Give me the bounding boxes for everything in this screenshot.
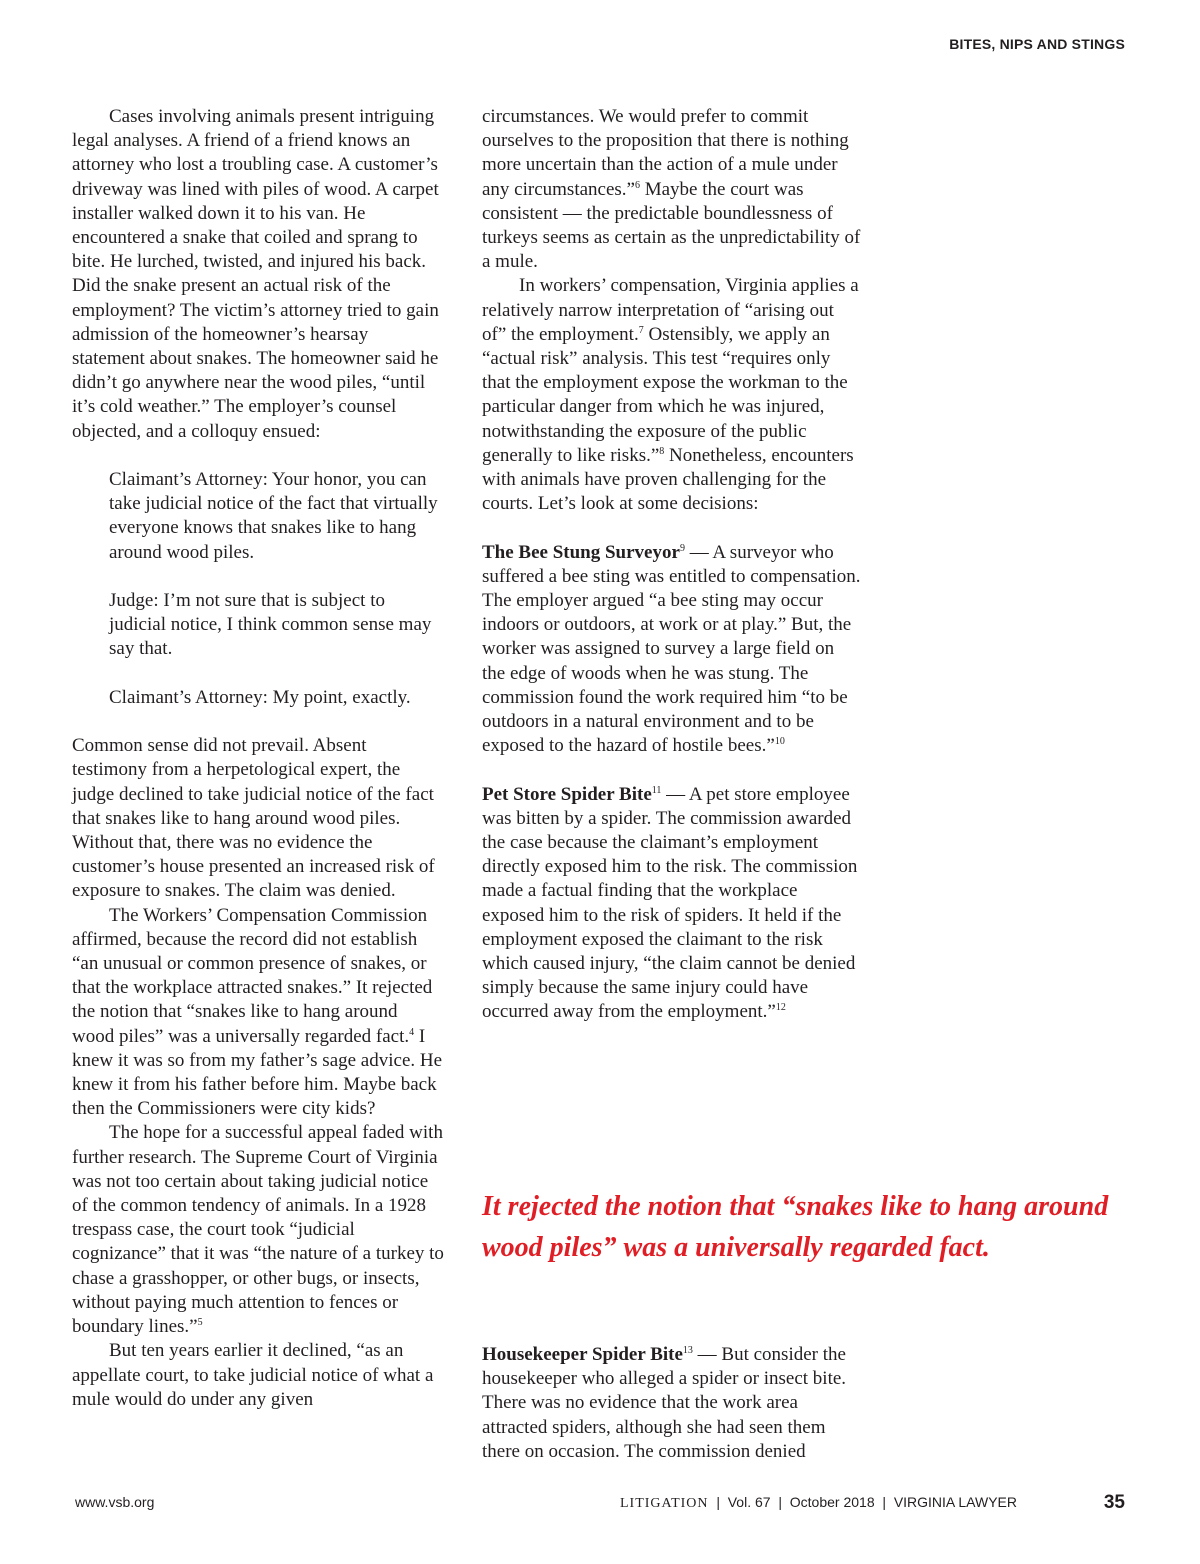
right-column <box>482 105 862 1025</box>
footer-url: www.vsb.org <box>75 1494 155 1510</box>
pull-quote-line: wood piles” was a universally regarded fact. <box>482 1232 990 1263</box>
page-number: 35 <box>1103 1492 1125 1513</box>
case-housekeeper-spider-bite: Housekeeper Spider Bite$^{13}$ — But consider the housekeeper who alleged a spider or insect bite. There was no evidence that the work area attracted spiders, although she had seen them there on occasion. The commission denied <box>482 1344 847 1462</box>
case-pet-store-spider-bite: Pet Store Spider Bite$^{11}$ — A pet store employee was bitten by a spider. The commission awarded the case because the claimant’s employment directly exposed him to the risk. The commission made a factual finding that the workplace exposed him to the risk of spiders. It held if the employment exposed the claimant to the risk which caused injury, “the claim cannot be denied simply because the same injury could have occurred away from the employment.”$^{12}$ <box>482 783 858 1023</box>
footnote-ref: 11 <box>651 784 662 796</box>
colloquy-block <box>72 468 444 710</box>
case-title: Housekeeper Spider Bite <box>482 1344 683 1365</box>
footnote-ref: 9 <box>679 542 685 554</box>
left-column <box>72 105 444 1412</box>
paragraph-actual-risk: In workers’ compensation, Virginia applies a relatively narrow interpretation of “arising out of” the employment.$^7$ Ostensibly, we apply an “actual risk” analysis. This test “requires only that the employment expose the workman to the particular danger from which he was injured, notwithstanding the exposure of the public generally to like risks.”$^8$ Nonetheless, encounters with animals have proven challenging for the courts. Let’s look at some decisions: <box>482 275 859 515</box>
footnote-ref: 10 <box>774 736 785 748</box>
paragraph-appeal: The hope for a successful appeal faded with further research. The Supreme Court of Virginia was not too certain about taking judicial notice of the common tendency of animals. In a 1928 trespass case, the court took “judicial cognizance” that it was “the nature of a turkey to chase a grasshopper, or other bugs, or insects, without paying much attention to fences or boundary lines.”$^5$ <box>72 1122 444 1338</box>
footer-volume: Vol. 67 <box>727 1494 771 1510</box>
paragraph-mule-cont: circumstances. We would prefer to commit ourselves to the proposition that there is nothing more uncertain than the action of a mule under any circumstances.”$^6$ Maybe the court was consistent — the predictable boundlessness of turkeys seems as certain as the unpredictability of a mule. <box>482 106 861 273</box>
case-title: Pet Store Spider Bite <box>482 783 652 805</box>
footnote-ref: 7 <box>638 324 644 336</box>
footnote-ref: 5 <box>197 1317 203 1329</box>
paragraph-intro: Cases involving animals present intriguing legal analyses. A friend of a friend knows an attorney who lost a troubling case. A customer’s driveway was lined with piles of wood. A carpet installer walked down it to his van. He encountered a snake that coiled and sprang to bite. He lurched, twisted, and injured his back. Did the snake present an actual risk of the employment? The victim’s attorney tried to gain admission of the homeowner’s hearsay statement about snakes. The homeowner said he didn’t go anywhere near the wood piles, “until it’s cold weather.” The employer’s counsel objected, and a colloquy ensued: <box>72 106 439 442</box>
running-head: BITES, NIPS AND STINGS <box>949 36 1125 52</box>
footnote-ref: 13 <box>682 1345 693 1356</box>
footer-date: October 2018 <box>789 1494 875 1510</box>
paragraph-commission: The Workers’ Compensation Commission affirmed, because the record did not establish “an unusual or common presence of snakes, or that the workplace attracted snakes.” It rejected the notion that “snakes like to hang around wood piles” was a universally regarded fact.$^4$ I knew it was so from my father’s sage advice. He knew it from his father before him. Maybe back then the Commissioners were city kids? <box>72 904 443 1120</box>
paragraph-mule: But ten years earlier it declined, “as an appellate court, to take judicial notice of what a mule would do under any given <box>72 1340 434 1410</box>
footnote-ref: 4 <box>409 1026 415 1038</box>
colloquy-line: Claimant’s Attorney: Your honor, you can take judicial notice of the fact that virtually everyone knows that snakes like to hang around wood piles. <box>109 469 438 563</box>
footnote-ref: 12 <box>775 1002 786 1014</box>
footer-info: LITIGATION | Vol. 67 | October 2018 | VIRGINIA LAWYER <box>620 1494 1017 1511</box>
colloquy-line: Judge: I’m not sure that is subject to judicial notice, I think common sense may say that. <box>109 590 432 660</box>
case-bee-stung-surveyor: The Bee Stung Surveyor$^9$ — A surveyor who suffered a bee sting was entitled to compensation. The employer argued “a bee sting may occur indoors or outdoors, at work or at play.” But, the worker was assigned to survey a large field on the edge of woods when he was stung. The commission found the work required him “to be outdoors in a natural environment and to be exposed to the hazard of hostile bees.”$^{10}$ <box>482 541 861 757</box>
colloquy-line: Claimant’s Attorney: My point, exactly. <box>109 686 411 708</box>
pull-quote <box>482 1186 1122 1268</box>
paragraph-common-sense: Common sense did not prevail. Absent testimony from a herpetological expert, the judge declined to take judicial notice of the fact that snakes like to hang around wood piles. Without that, there was no evidence the customer’s house presented an increased risk of exposure to snakes. The claim was denied. <box>72 735 435 902</box>
footer-magazine: VIRGINIA LAWYER <box>893 1494 1017 1510</box>
footnote-ref: 6 <box>634 179 640 191</box>
pull-quote-line: It rejected the notion that “snakes like to hang around <box>482 1191 1109 1222</box>
case-title: The Bee Stung Surveyor <box>482 541 680 563</box>
footnote-ref: 8 <box>659 445 665 457</box>
footer-section: LITIGATION <box>620 1496 709 1511</box>
